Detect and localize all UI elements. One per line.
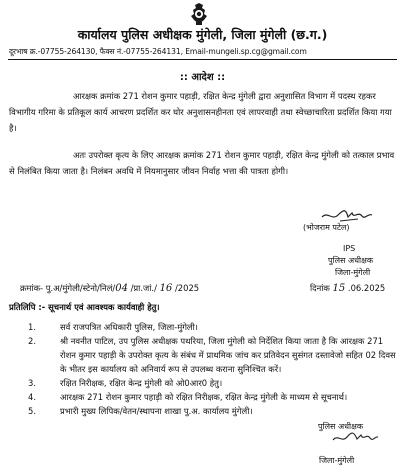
distribution-list xyxy=(28,320,400,418)
police-emblem-icon xyxy=(186,2,212,26)
signatory-district: जिला-मुंगेली xyxy=(335,268,371,277)
list-item-number: 2. xyxy=(28,336,36,346)
list-item xyxy=(28,320,400,334)
contact-line: दूरभाष क्र.-07755-264130, फैक्स नं.-07755-264131, Email-mungeli.sp.cg@gmail.com xyxy=(9,47,307,56)
list-item-number: 5. xyxy=(28,406,36,416)
reference-sub-number: 16 xyxy=(159,283,173,294)
list-item-number: 1. xyxy=(28,322,36,332)
order-paragraph-2: अतः उपरोक्त कृत्य के लिए आरक्षक क्रमांक 271 रोशन कुमार पहाड़ी, रक्षित केन्द्र मुंगेली को तत्काल प्रभाव से निलंबित किया जाता है। निलंबन अवधि में नियमानुसार जीवन निर्वाह भत्ता की पात्रता होगी। xyxy=(9,150,395,176)
header-divider xyxy=(8,59,397,60)
list-item-number: 4. xyxy=(28,392,36,402)
list-item xyxy=(28,404,400,418)
reference-prefix: क्रमांक- पु.अ/मुंगेली/स्टेनो/निलं/ xyxy=(20,283,116,293)
signature-image-2 xyxy=(330,428,380,450)
list-item xyxy=(28,334,400,376)
reference-number xyxy=(20,283,199,294)
footer-designation: पुलिस अधीक्षक xyxy=(318,422,363,431)
date-rest: .06.2025 xyxy=(345,283,386,293)
list-item-text: आरक्षक 271 रोशन कुमार पहाड़ी को रक्षित निरीक्षक, रक्षित केन्द्र मुंगेली के माध्यम से सूचनार्थ। xyxy=(60,392,348,402)
office-title: कार्यालय पुलिस अधीक्षक मुंगेली, जिला मुंगेली (छ.ग.) xyxy=(77,27,328,42)
list-item xyxy=(28,390,400,404)
list-item-text: रक्षित निरीक्षक, रक्षित केन्द्र मुंगेली को ओ0आर0 हेतु। xyxy=(60,378,223,388)
list-item-text: सर्व राजपत्रित अधिकारी पुलिस, जिला-मुंगेली। xyxy=(60,322,198,332)
date-day-handwritten: 15 xyxy=(332,283,346,294)
list-item-text: श्री नवनीत पाटिल, उप पुलिस अधीक्षक पथरिया, जिला मुंगेली को निर्देशित किया जाता है कि आरक्षक 271 रोशन कुमार पहाड़ी के उपरोक्त कृत्य के संबंध में प्राथमिक जांच कर प्रतिवेदन सुसंगत दस्तावेजो सहित 02 दिवस के भीतर इस कार्यालय को अनिवार्य रूप से उपलब्ध कराना सुनिश्चित करें। xyxy=(60,336,396,374)
date-prefix: दिनांक xyxy=(310,283,333,293)
signatory-designation: पुलिस अधीक्षक xyxy=(328,256,373,265)
copy-to-label: प्रतिलिपि :- सूचनार्थ एवं आवश्यक कार्यवाही हेतु। xyxy=(9,302,160,312)
order-paragraph-1: आरक्षक क्रमांक 271 रोशन कुमार पहाड़ी, रक्षित केन्द्र मुंगेली द्वारा अनुशासित विभाग में पदस्थ रहकर विभागीय गरिमा के प्रतिकूल कार्य आचरण प्रदर्शित कर घोर अनुशासनहीनता एवं लापरवाही तथा स्वेच्छाचारिता प्रदर्शित किया गया है। xyxy=(9,91,392,133)
signatory-rank: IPS xyxy=(343,244,356,253)
reference-mid: /प्रा.जां./ xyxy=(127,283,160,293)
list-item xyxy=(28,376,400,390)
order-date xyxy=(310,283,385,294)
order-heading: :: आदेश :: xyxy=(179,72,226,83)
footer-district: जिला-मुंगेली xyxy=(319,456,355,465)
reference-number-handwritten: 04 xyxy=(115,283,128,294)
list-item-text: प्रभारी मुख्य लिपिक/वेतन/स्थापना शाखा पु.अ. कार्यालय मुंगेली। xyxy=(60,406,253,416)
signatory-name: (भोजराम पटेल) xyxy=(303,223,350,232)
list-item-number: 3. xyxy=(28,378,36,388)
reference-year: /2025 xyxy=(172,283,200,293)
